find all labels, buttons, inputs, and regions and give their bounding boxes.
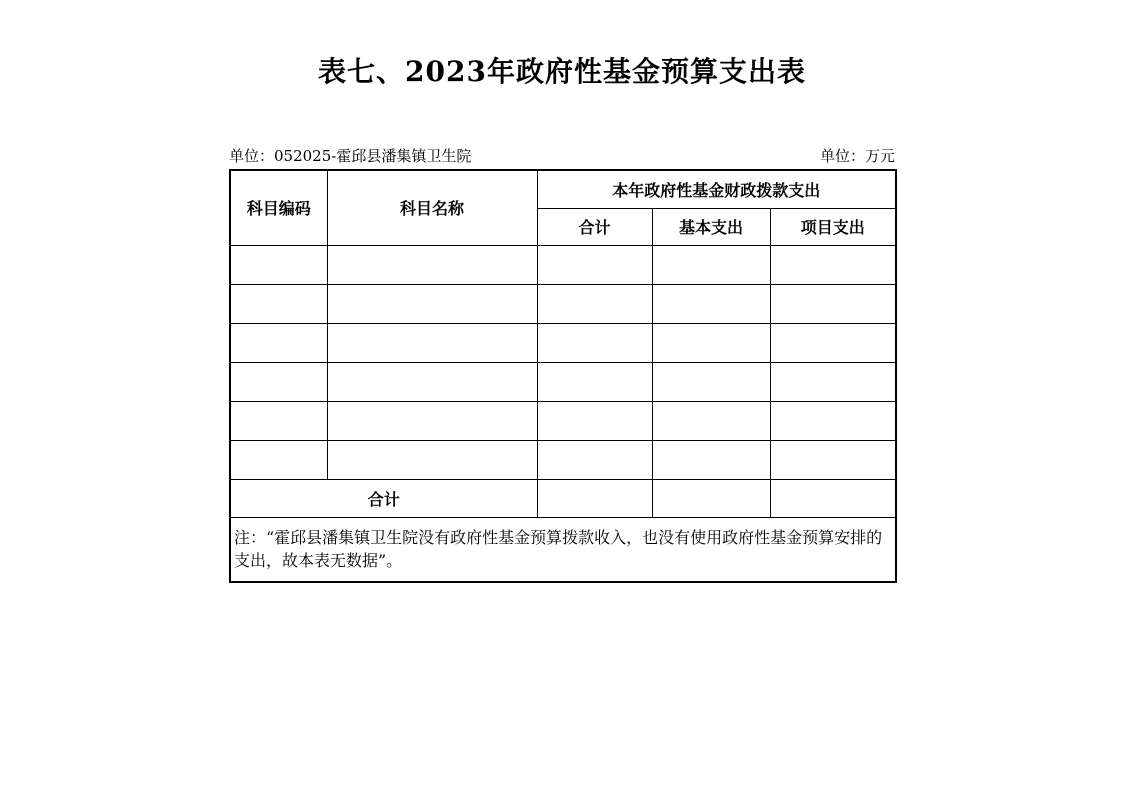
empty-cell (327, 284, 537, 323)
unit-label-right: 单位：万元 (819, 147, 895, 165)
table-row (230, 245, 896, 284)
header-cell-subject-code: 科目编码 (230, 170, 327, 245)
table-row (230, 362, 896, 401)
empty-cell (770, 284, 896, 323)
empty-cell (652, 440, 770, 479)
empty-cell (230, 362, 327, 401)
header-cell-project: 项目支出 (770, 208, 896, 245)
header-row-1 (230, 170, 896, 208)
header-cell-subject-name: 科目名称 (327, 170, 537, 245)
empty-cell (652, 284, 770, 323)
empty-cell (537, 284, 652, 323)
empty-cell (537, 401, 652, 440)
empty-cell (537, 323, 652, 362)
total-value-cell (652, 479, 770, 517)
table-row (230, 440, 896, 479)
empty-cell (327, 401, 537, 440)
budget-table (229, 169, 897, 583)
empty-cell (770, 245, 896, 284)
empty-cell (652, 245, 770, 284)
table-row (230, 284, 896, 323)
unit-line (229, 145, 895, 167)
table-row (230, 401, 896, 440)
empty-cell (770, 401, 896, 440)
empty-cell (230, 440, 327, 479)
total-value-cell (770, 479, 896, 517)
note-row (230, 517, 896, 582)
total-row (230, 479, 896, 517)
empty-cell (230, 323, 327, 362)
empty-cell (327, 323, 537, 362)
empty-cell (327, 440, 537, 479)
empty-cell (230, 284, 327, 323)
empty-cell (537, 245, 652, 284)
empty-cell (537, 440, 652, 479)
total-value-cell (537, 479, 652, 517)
total-label-cell: 合计 (230, 479, 537, 517)
empty-cell (327, 245, 537, 284)
empty-cell (230, 401, 327, 440)
empty-cell (327, 362, 537, 401)
empty-cell (770, 323, 896, 362)
empty-cell (652, 323, 770, 362)
header-cell-total: 合计 (537, 208, 652, 245)
empty-cell (652, 362, 770, 401)
empty-cell (230, 245, 327, 284)
header-cell-basic: 基本支出 (652, 208, 770, 245)
table-row (230, 323, 896, 362)
note-text: 注：“霍邱县潘集镇卫生院没有政府性基金预算拨款收入，也没有使用政府性基金预算安排的支出，故本表无数据”。 (230, 517, 896, 582)
header-cell-group: 本年政府性基金财政拨款支出 (537, 170, 896, 208)
document-page (229, 0, 895, 583)
unit-label-left: 单位：052025-霍邱县潘集镇卫生院 (229, 147, 472, 165)
empty-cell (770, 362, 896, 401)
empty-cell (770, 440, 896, 479)
empty-cell (537, 362, 652, 401)
page-title: 表七、2023年政府性基金预算支出表 (318, 55, 806, 88)
empty-cell (652, 401, 770, 440)
